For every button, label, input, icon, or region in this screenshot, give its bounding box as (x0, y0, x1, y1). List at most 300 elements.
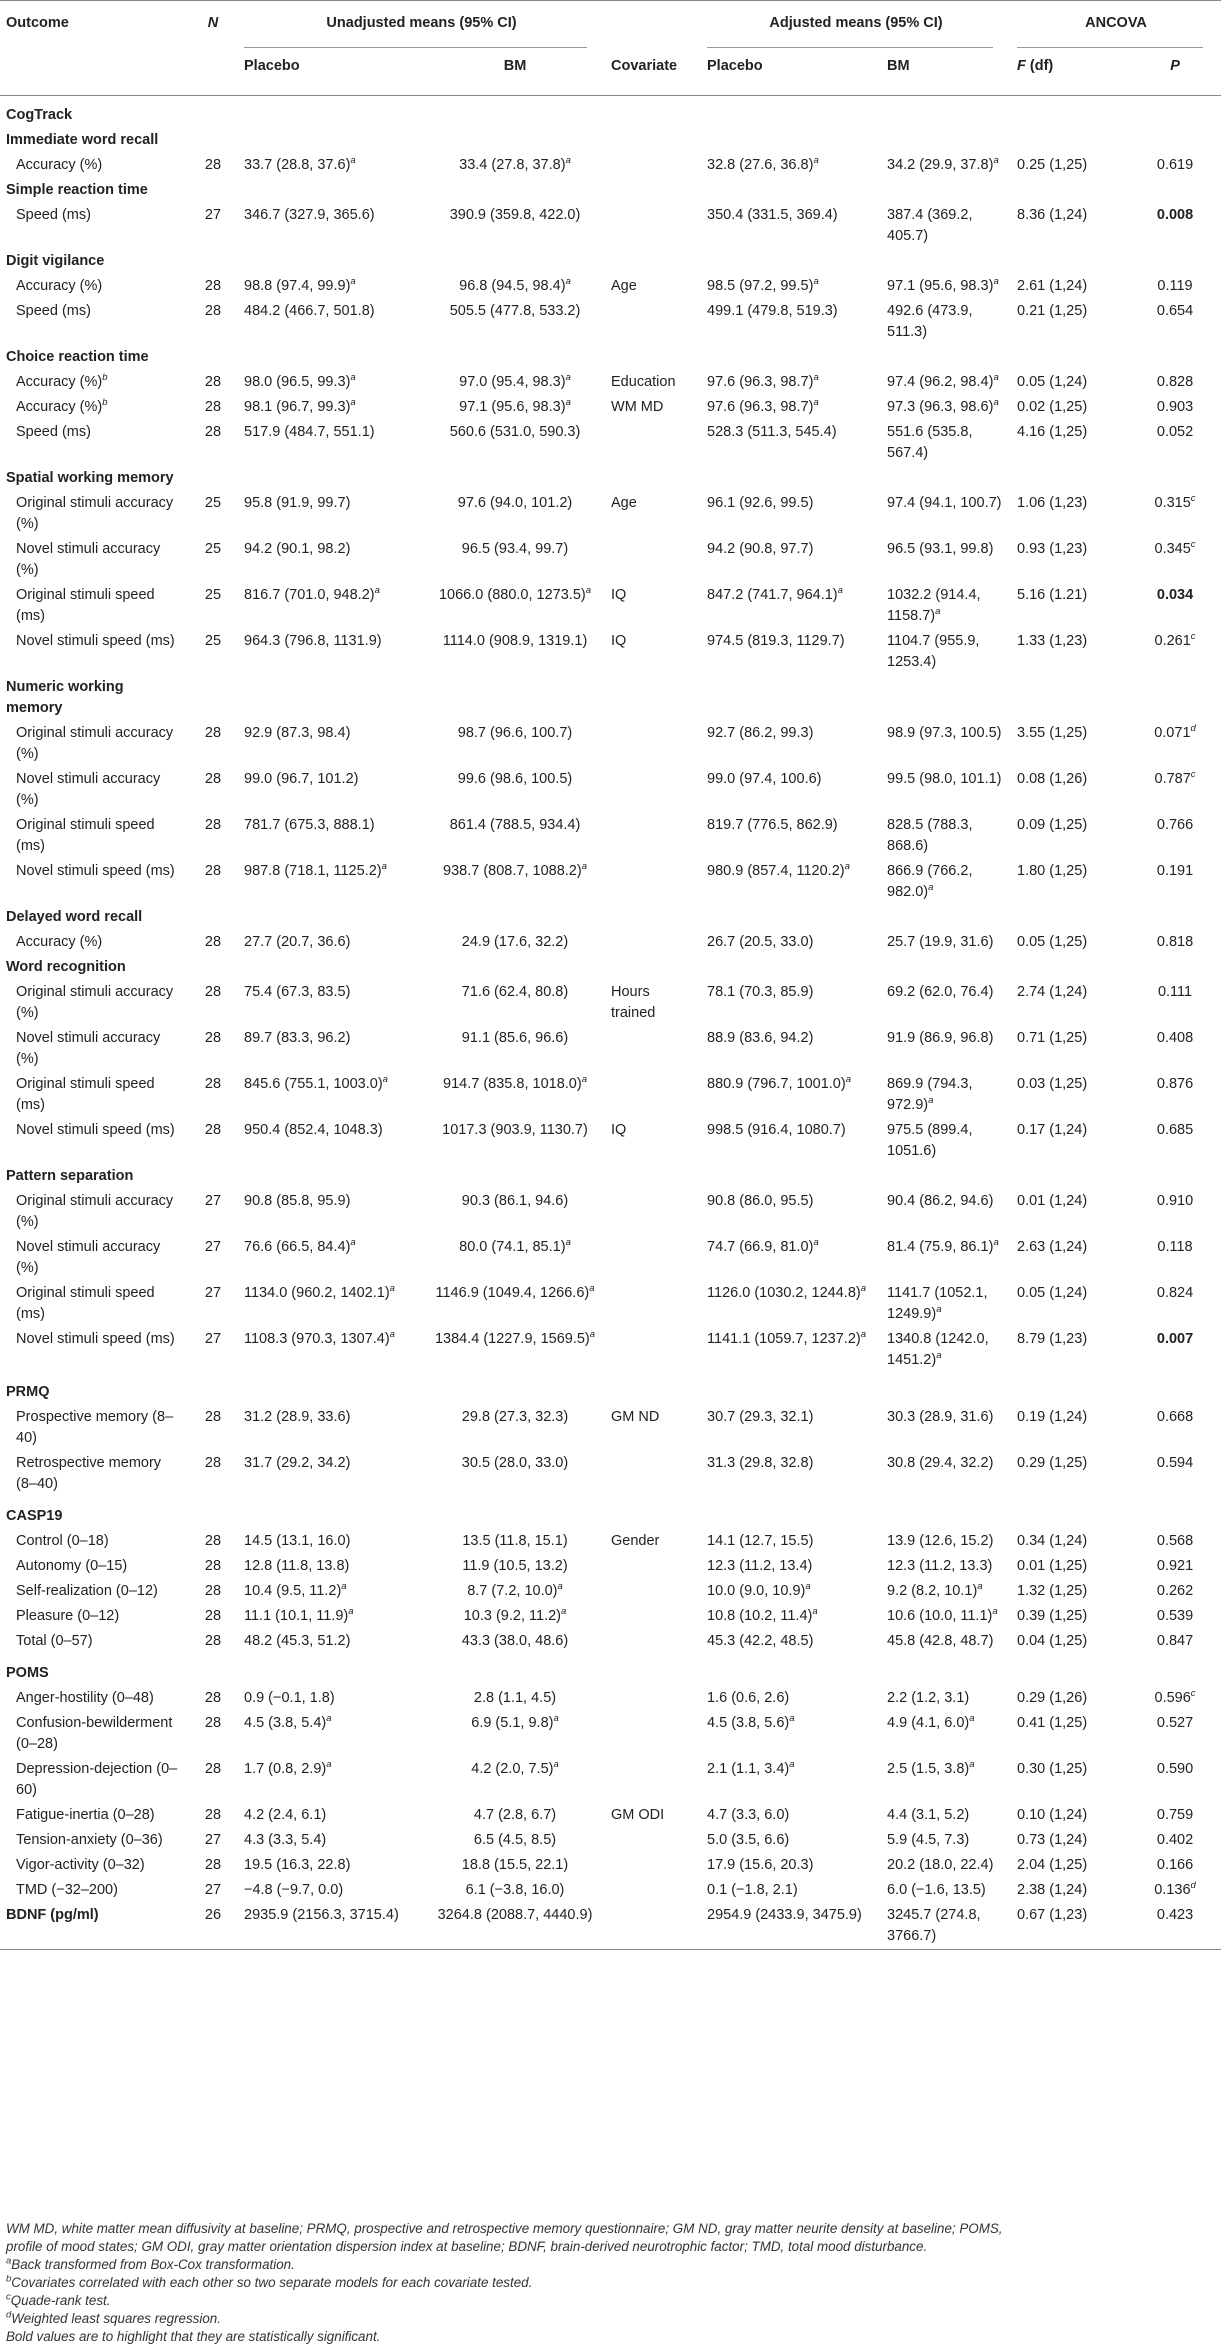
cell-placebo-unadjusted-value: 94.2 (90.1, 98.2) (244, 541, 351, 557)
cell-f-df-value: 1.33 (1,23) (1017, 633, 1088, 649)
cell-bm-adjusted-footnote-mark: a (928, 1095, 934, 1107)
cell-n-value: 28 (204, 1715, 222, 1731)
cell-p-value: 0.071 (1154, 725, 1191, 741)
cell-p-value: 0.315 (1154, 495, 1191, 511)
row-label (0, 721, 188, 767)
cell-placebo-adjusted (701, 583, 881, 629)
cell-bm-adjusted (881, 1903, 1011, 1950)
cell-placebo-unadjusted-value: −4.8 (−9.7, 0.0) (244, 1882, 344, 1898)
cell-n (188, 767, 238, 813)
cell-p (1129, 1853, 1221, 1878)
cell-bm-unadjusted (425, 1529, 605, 1554)
table-row (0, 767, 1221, 813)
cell-placebo-adjusted (701, 1405, 881, 1451)
cell-p-footnote-mark: c (1190, 631, 1196, 643)
cell-bm-adjusted (881, 930, 1011, 955)
cell-bm-unadjusted (425, 1189, 605, 1235)
cell-n (188, 370, 238, 395)
cell-bm-adjusted (881, 980, 1011, 1026)
cell-placebo-unadjusted-footnote-mark: a (382, 1074, 388, 1086)
cell-n (188, 1853, 238, 1878)
cell-p (1129, 859, 1221, 905)
cell-covariate (605, 1026, 701, 1072)
cell-f-df-value: 0.10 (1,24) (1017, 1807, 1088, 1823)
cell-n (188, 395, 238, 420)
table-row (0, 153, 1221, 178)
cell-placebo-unadjusted-value: 14.5 (13.1, 16.0) (244, 1533, 351, 1549)
cell-p-value: 0.408 (1156, 1030, 1194, 1046)
cell-f-df-value: 0.09 (1,25) (1017, 817, 1088, 833)
cell-bm-adjusted-value: 2.5 (1.5, 3.8) (887, 1761, 970, 1777)
cell-placebo-adjusted (701, 1451, 881, 1497)
table-row (0, 721, 1221, 767)
cell-placebo-unadjusted (238, 1579, 425, 1604)
cell-placebo-adjusted-value: 32.8 (27.6, 36.8) (707, 157, 814, 173)
cell-placebo-unadjusted-footnote-mark: a (326, 1759, 332, 1771)
cell-placebo-adjusted-value: 2.1 (1.1, 3.4) (707, 1761, 790, 1777)
cell-covariate (605, 1878, 701, 1903)
cell-bm-unadjusted-footnote-mark: a (553, 1759, 559, 1771)
cell-placebo-unadjusted (238, 420, 425, 466)
row-label-text: Vigor-activity (0–32) (16, 1857, 145, 1873)
cell-bm-adjusted-footnote-mark: a (992, 1606, 998, 1618)
table-footnotes (6, 2220, 1206, 2346)
cell-p (1129, 629, 1221, 675)
row-label (0, 1711, 188, 1757)
cell-f-df-value: 1.32 (1,25) (1017, 1583, 1088, 1599)
cell-placebo-adjusted-footnote-mark: a (813, 155, 819, 167)
cell-placebo-adjusted (701, 491, 881, 537)
cell-placebo-unadjusted (238, 153, 425, 178)
cell-f-df (1011, 1118, 1129, 1164)
table-row (0, 859, 1221, 905)
cell-p-value: 0.921 (1156, 1558, 1194, 1574)
group-label: Numeric working memory (6, 679, 124, 716)
cell-bm-adjusted (881, 767, 1011, 813)
cell-placebo-unadjusted-value: 950.4 (852.4, 1048.3) (244, 1122, 383, 1138)
cell-placebo-adjusted (701, 1878, 881, 1903)
cell-bm-adjusted (881, 1026, 1011, 1072)
cell-p (1129, 274, 1221, 299)
cell-bm-unadjusted-value: 1114.0 (908.9, 1319.1) (442, 633, 588, 649)
cell-placebo-unadjusted (238, 537, 425, 583)
cell-p (1129, 813, 1221, 859)
cell-p-value: 0.759 (1156, 1807, 1194, 1823)
cell-p (1129, 1878, 1221, 1903)
cell-covariate-value: Age (611, 495, 637, 511)
footnote-a: $^a$Back transformed from Box-Cox transformation. (6, 2255, 295, 2272)
cell-bm-unadjusted (425, 1903, 605, 1950)
cell-bm-adjusted (881, 1828, 1011, 1853)
cell-f-df (1011, 203, 1129, 249)
cell-n (188, 721, 238, 767)
table-row (0, 1189, 1221, 1235)
cell-placebo-adjusted (701, 203, 881, 249)
row-label-text: Novel stimuli accuracy (%) (16, 541, 161, 578)
cell-placebo-unadjusted (238, 583, 425, 629)
cell-p-value: 0.261 (1154, 633, 1191, 649)
row-label-text: Original stimuli accuracy (%) (16, 984, 174, 1021)
cell-covariate (605, 1629, 701, 1654)
cell-bm-unadjusted-value: 390.9 (359.8, 422.0) (449, 207, 581, 223)
table-row (0, 370, 1221, 395)
cell-p-value: 0.262 (1156, 1583, 1194, 1599)
cell-f-df (1011, 1828, 1129, 1853)
cell-bm-unadjusted (425, 299, 605, 345)
cell-bm-unadjusted-value: 1384.4 (1227.9, 1569.5) (434, 1331, 590, 1347)
cell-placebo-adjusted (701, 1554, 881, 1579)
cell-placebo-adjusted (701, 813, 881, 859)
cell-covariate (605, 1235, 701, 1281)
cell-placebo-unadjusted (238, 721, 425, 767)
cell-bm-unadjusted (425, 1554, 605, 1579)
cell-f-df (1011, 930, 1129, 955)
cell-bm-unadjusted-footnote-mark: a (589, 1283, 595, 1295)
cell-bm-unadjusted (425, 859, 605, 905)
row-label (0, 153, 188, 178)
cell-p-footnote-mark: c (1190, 769, 1196, 781)
table-row (0, 1878, 1221, 1903)
cell-placebo-adjusted-value: 26.7 (20.5, 33.0) (707, 934, 814, 950)
cell-f-df-value: 8.36 (1,24) (1017, 207, 1088, 223)
cell-bm-adjusted-value: 99.5 (98.0, 101.1) (887, 771, 1002, 787)
cell-placebo-adjusted-value: 1.6 (0.6, 2.6) (707, 1690, 790, 1706)
row-label (0, 1327, 188, 1373)
table-row (0, 1757, 1221, 1803)
cell-f-df (1011, 1686, 1129, 1711)
cell-p-value: 0.111 (1157, 984, 1193, 1000)
row-label (0, 813, 188, 859)
row-label (0, 1828, 188, 1853)
cell-f-df-value: 0.05 (1,24) (1017, 1285, 1088, 1301)
cell-placebo-unadjusted (238, 1189, 425, 1235)
cell-placebo-adjusted (701, 1529, 881, 1554)
cell-bm-adjusted-value: 90.4 (86.2, 94.6) (887, 1193, 994, 1209)
cell-n-value: 28 (204, 1807, 222, 1823)
table-row (0, 491, 1221, 537)
cell-bm-unadjusted (425, 395, 605, 420)
table-row (0, 1604, 1221, 1629)
group-row (0, 1164, 1221, 1189)
cell-bm-unadjusted (425, 1878, 605, 1903)
cell-bm-unadjusted (425, 813, 605, 859)
cell-placebo-adjusted-value: 88.9 (83.6, 94.2) (707, 1030, 814, 1046)
cell-bm-unadjusted-value: 98.7 (96.6, 100.7) (457, 725, 573, 741)
cell-p-value: 0.527 (1156, 1715, 1194, 1731)
row-label-footnote-mark: b (102, 397, 108, 409)
row-label (0, 1757, 188, 1803)
cell-n-value: 27 (204, 1239, 222, 1255)
cell-bm-adjusted-value: 30.8 (29.4, 32.2) (887, 1455, 994, 1471)
cell-covariate (605, 1757, 701, 1803)
table-row (0, 1529, 1221, 1554)
row-label (0, 370, 188, 395)
row-label-text: Novel stimuli speed (ms) (16, 633, 175, 649)
cell-p (1129, 767, 1221, 813)
cell-bm-unadjusted (425, 1629, 605, 1654)
row-label (0, 1903, 188, 1950)
cell-placebo-unadjusted-footnote-mark: a (350, 276, 356, 288)
cell-f-df-value: 0.05 (1,24) (1017, 374, 1088, 390)
cell-bm-adjusted-value: 91.9 (86.9, 96.8) (887, 1030, 994, 1046)
row-label-text: Original stimuli speed (ms) (16, 1285, 155, 1322)
row-label (0, 1529, 188, 1554)
cell-n-value: 28 (204, 157, 222, 173)
group-row (0, 466, 1221, 491)
cell-n-value: 28 (204, 863, 222, 879)
cell-placebo-unadjusted-value: 517.9 (484.7, 551.1) (244, 424, 375, 440)
row-label-text: Accuracy (%) (16, 934, 103, 950)
cell-bm-adjusted (881, 370, 1011, 395)
cell-placebo-adjusted-value: 1141.1 (1059.7, 1237.2) (707, 1331, 861, 1347)
cell-bm-unadjusted-value: 3264.8 (2088.7, 4440.9) (437, 1907, 593, 1923)
header-f-df: F (df) (1011, 50, 1129, 96)
cell-placebo-adjusted-value: 10.0 (9.0, 10.9) (707, 1583, 806, 1599)
cell-placebo-unadjusted-footnote-mark: a (350, 155, 356, 167)
cell-n (188, 1554, 238, 1579)
cell-p (1129, 721, 1221, 767)
cell-placebo-unadjusted-value: 987.8 (718.1, 1125.2) (244, 863, 382, 879)
cell-p-value: 0.787 (1154, 771, 1191, 787)
cell-placebo-unadjusted-footnote-mark: a (389, 1283, 395, 1295)
header-row-1 (0, 1, 1221, 51)
cell-placebo-adjusted (701, 859, 881, 905)
cell-p-value: 0.345 (1154, 541, 1191, 557)
cell-placebo-unadjusted (238, 1235, 425, 1281)
cell-placebo-adjusted (701, 537, 881, 583)
row-label (0, 1554, 188, 1579)
cell-n-value: 28 (204, 399, 222, 415)
cell-n (188, 629, 238, 675)
cell-bm-unadjusted (425, 1235, 605, 1281)
cell-n (188, 1686, 238, 1711)
cell-f-df (1011, 1604, 1129, 1629)
cell-placebo-adjusted-value: 1126.0 (1030.2, 1244.8) (707, 1285, 861, 1301)
cell-covariate (605, 1853, 701, 1878)
cell-bm-unadjusted-footnote-mark: a (557, 1581, 563, 1593)
row-label (0, 930, 188, 955)
cell-covariate (605, 813, 701, 859)
cell-p-value: 0.008 (1156, 207, 1194, 223)
cell-bm-adjusted-value: 866.9 (766.2, 982.0) (887, 863, 973, 900)
cell-covariate-value: Age (611, 278, 637, 294)
cell-placebo-adjusted-value: 528.3 (511.3, 545.4) (707, 424, 837, 440)
cell-n-value: 28 (204, 1455, 222, 1471)
cell-bm-unadjusted-value: 30.5 (28.0, 33.0) (461, 1455, 569, 1471)
cell-n-value: 28 (204, 1633, 222, 1649)
cell-bm-adjusted (881, 1451, 1011, 1497)
cell-placebo-unadjusted (238, 767, 425, 813)
cell-placebo-unadjusted-footnote-mark: a (389, 1329, 395, 1341)
footnote-b: $^b$Covariates correlated with each other so two separate models for each covariate tested. (6, 2273, 533, 2290)
cell-covariate (605, 153, 701, 178)
row-label-text: Original stimuli accuracy (%) (16, 1193, 174, 1230)
cell-n (188, 813, 238, 859)
cell-placebo-adjusted-footnote-mark: a (813, 276, 819, 288)
header-adjusted: Adjusted means (95% CI) (701, 1, 1011, 51)
cell-p (1129, 153, 1221, 178)
cell-covariate (605, 491, 701, 537)
group-row (0, 249, 1221, 274)
cell-covariate-value: IQ (611, 633, 627, 649)
cell-f-df (1011, 1189, 1129, 1235)
cell-f-df (1011, 274, 1129, 299)
row-label-text: Tension-anxiety (0–36) (16, 1832, 163, 1848)
cell-placebo-adjusted (701, 1235, 881, 1281)
cell-p (1129, 1629, 1221, 1654)
table-row (0, 1903, 1221, 1950)
cell-placebo-unadjusted (238, 1026, 425, 1072)
cell-placebo-adjusted-value: 4.5 (3.8, 5.6) (707, 1715, 790, 1731)
cell-f-df-value: 2.74 (1,24) (1017, 984, 1088, 1000)
group-label: Choice reaction time (6, 349, 149, 365)
table-row (0, 1235, 1221, 1281)
cell-p (1129, 930, 1221, 955)
cell-bm-adjusted (881, 1878, 1011, 1903)
cell-placebo-adjusted (701, 420, 881, 466)
table-row (0, 1629, 1221, 1654)
cell-bm-adjusted (881, 153, 1011, 178)
cell-f-df-value: 2.04 (1,25) (1017, 1857, 1088, 1873)
cell-f-df (1011, 153, 1129, 178)
table-row (0, 1281, 1221, 1327)
cell-bm-adjusted-value: 1104.7 (955.9, 1253.4) (887, 633, 980, 670)
cell-placebo-adjusted-value: 45.3 (42.2, 48.5) (707, 1633, 814, 1649)
cell-placebo-adjusted-value: 97.6 (96.3, 98.7) (707, 399, 814, 415)
cell-placebo-unadjusted (238, 1118, 425, 1164)
row-label-text: Original stimuli speed (ms) (16, 587, 155, 624)
cell-p (1129, 370, 1221, 395)
cell-bm-adjusted-value: 97.1 (95.6, 98.3) (887, 278, 994, 294)
cell-bm-adjusted-value: 869.9 (794.3, 972.9) (887, 1076, 973, 1113)
table-row (0, 1026, 1221, 1072)
row-label-text: Speed (ms) (16, 424, 91, 440)
table-row (0, 420, 1221, 466)
cell-p (1129, 537, 1221, 583)
cell-placebo-adjusted-value: 350.4 (331.5, 369.4) (707, 207, 838, 223)
cell-placebo-adjusted-value: 2954.9 (2433.9, 3475.9) (707, 1907, 862, 1923)
cell-placebo-unadjusted (238, 980, 425, 1026)
row-label-text: Anger-hostility (0–48) (16, 1690, 154, 1706)
header-bm-adjusted: BM (881, 50, 1011, 96)
cell-covariate (605, 1451, 701, 1497)
cell-placebo-adjusted-value: 30.7 (29.3, 32.1) (707, 1409, 814, 1425)
row-label-text: Original stimuli speed (ms) (16, 817, 155, 854)
cell-p (1129, 395, 1221, 420)
cell-f-df-value: 3.55 (1,25) (1017, 725, 1088, 741)
cell-placebo-unadjusted-value: 484.2 (466.7, 501.8) (244, 303, 375, 319)
cell-f-df (1011, 420, 1129, 466)
row-label-text: Accuracy (%) (16, 278, 103, 294)
cell-placebo-adjusted-value: 847.2 (741.7, 964.1) (707, 587, 838, 603)
cell-placebo-unadjusted-value: 95.8 (91.9, 99.7) (244, 495, 351, 511)
cell-covariate-value: Hours trained (611, 984, 656, 1021)
cell-covariate (605, 203, 701, 249)
cell-n (188, 1281, 238, 1327)
cell-f-df-value: 0.29 (1,26) (1017, 1690, 1088, 1706)
cell-placebo-unadjusted-value: 92.9 (87.3, 98.4) (244, 725, 351, 741)
cell-placebo-adjusted (701, 1026, 881, 1072)
row-label (0, 537, 188, 583)
cell-bm-unadjusted (425, 153, 605, 178)
footnote-abbreviations: WM MD, white matter mean diffusivity at baseline; PRMQ, prospective and retrospective memory questionnaire; GM ND, gray matter neurite density at baseline; POMS, (6, 2221, 1003, 2236)
cell-covariate (605, 1529, 701, 1554)
cell-placebo-unadjusted-value: 99.0 (96.7, 101.2) (244, 771, 359, 787)
section-row (0, 1373, 1221, 1405)
cell-n-value: 25 (204, 633, 222, 649)
cell-bm-adjusted-footnote-mark: a (993, 1237, 999, 1249)
cell-f-df (1011, 767, 1129, 813)
cell-p-footnote-mark: c (1190, 493, 1196, 505)
cell-placebo-unadjusted-value: 4.5 (3.8, 5.4) (244, 1715, 327, 1731)
cell-n-value: 27 (204, 1832, 222, 1848)
cell-p-value: 0.619 (1156, 157, 1194, 173)
cell-covariate (605, 1686, 701, 1711)
cell-placebo-adjusted-value: 78.1 (70.3, 85.9) (707, 984, 814, 1000)
cell-bm-unadjusted (425, 721, 605, 767)
cell-f-df-value: 0.41 (1,25) (1017, 1715, 1088, 1731)
cell-n (188, 1828, 238, 1853)
cell-placebo-adjusted-value: 4.7 (3.3, 6.0) (707, 1807, 790, 1823)
cell-covariate (605, 1903, 701, 1950)
cell-p-value: 0.828 (1156, 374, 1194, 390)
cell-placebo-unadjusted-value: 33.7 (28.8, 37.6) (244, 157, 351, 173)
cell-n (188, 1026, 238, 1072)
cell-placebo-unadjusted-footnote-mark: a (326, 1713, 332, 1725)
cell-placebo-unadjusted (238, 1604, 425, 1629)
cell-n-value: 28 (204, 1030, 222, 1046)
cell-placebo-adjusted-value: 5.0 (3.5, 6.6) (707, 1832, 790, 1848)
cell-n-value: 27 (204, 1285, 222, 1301)
cell-placebo-unadjusted (238, 1828, 425, 1853)
cell-bm-adjusted-value: 1032.2 (914.4, 1158.7) (887, 587, 981, 624)
cell-p-value: 0.590 (1156, 1761, 1194, 1777)
cell-placebo-adjusted-value: 17.9 (15.6, 20.3) (707, 1857, 814, 1873)
cell-bm-unadjusted (425, 1281, 605, 1327)
row-label (0, 1579, 188, 1604)
cell-n-value: 26 (204, 1907, 222, 1923)
group-label: Pattern separation (6, 1168, 134, 1184)
cell-bm-adjusted-footnote-mark: a (969, 1713, 975, 1725)
cell-n-value: 28 (204, 934, 222, 950)
row-label-text: Pleasure (0–12) (16, 1608, 120, 1624)
row-label (0, 491, 188, 537)
section-row (0, 1497, 1221, 1529)
cell-n (188, 1579, 238, 1604)
cell-p-value: 0.034 (1156, 587, 1194, 603)
cell-n (188, 537, 238, 583)
cell-placebo-unadjusted (238, 370, 425, 395)
cell-f-df-value: 8.79 (1,23) (1017, 1331, 1088, 1347)
cell-bm-unadjusted-footnote-mark: a (561, 1606, 567, 1618)
cell-bm-adjusted-value: 975.5 (899.4, 1051.6) (887, 1122, 973, 1159)
header-row-2 (0, 50, 1221, 96)
row-label (0, 1604, 188, 1629)
cell-bm-adjusted (881, 274, 1011, 299)
cell-placebo-unadjusted-value: 1108.3 (970.3, 1307.4) (244, 1331, 390, 1347)
cell-f-df-value: 0.25 (1,25) (1017, 157, 1088, 173)
table-row (0, 299, 1221, 345)
cell-n (188, 1878, 238, 1903)
cell-covariate (605, 370, 701, 395)
cell-bm-unadjusted-value: 4.2 (2.0, 7.5) (471, 1761, 554, 1777)
cell-placebo-adjusted (701, 980, 881, 1026)
cell-bm-adjusted (881, 721, 1011, 767)
cell-covariate (605, 859, 701, 905)
cell-p-value: 0.119 (1157, 278, 1193, 294)
cell-placebo-adjusted (701, 299, 881, 345)
cell-bm-unadjusted-value: 11.9 (10.5, 13.2) (462, 1558, 568, 1574)
